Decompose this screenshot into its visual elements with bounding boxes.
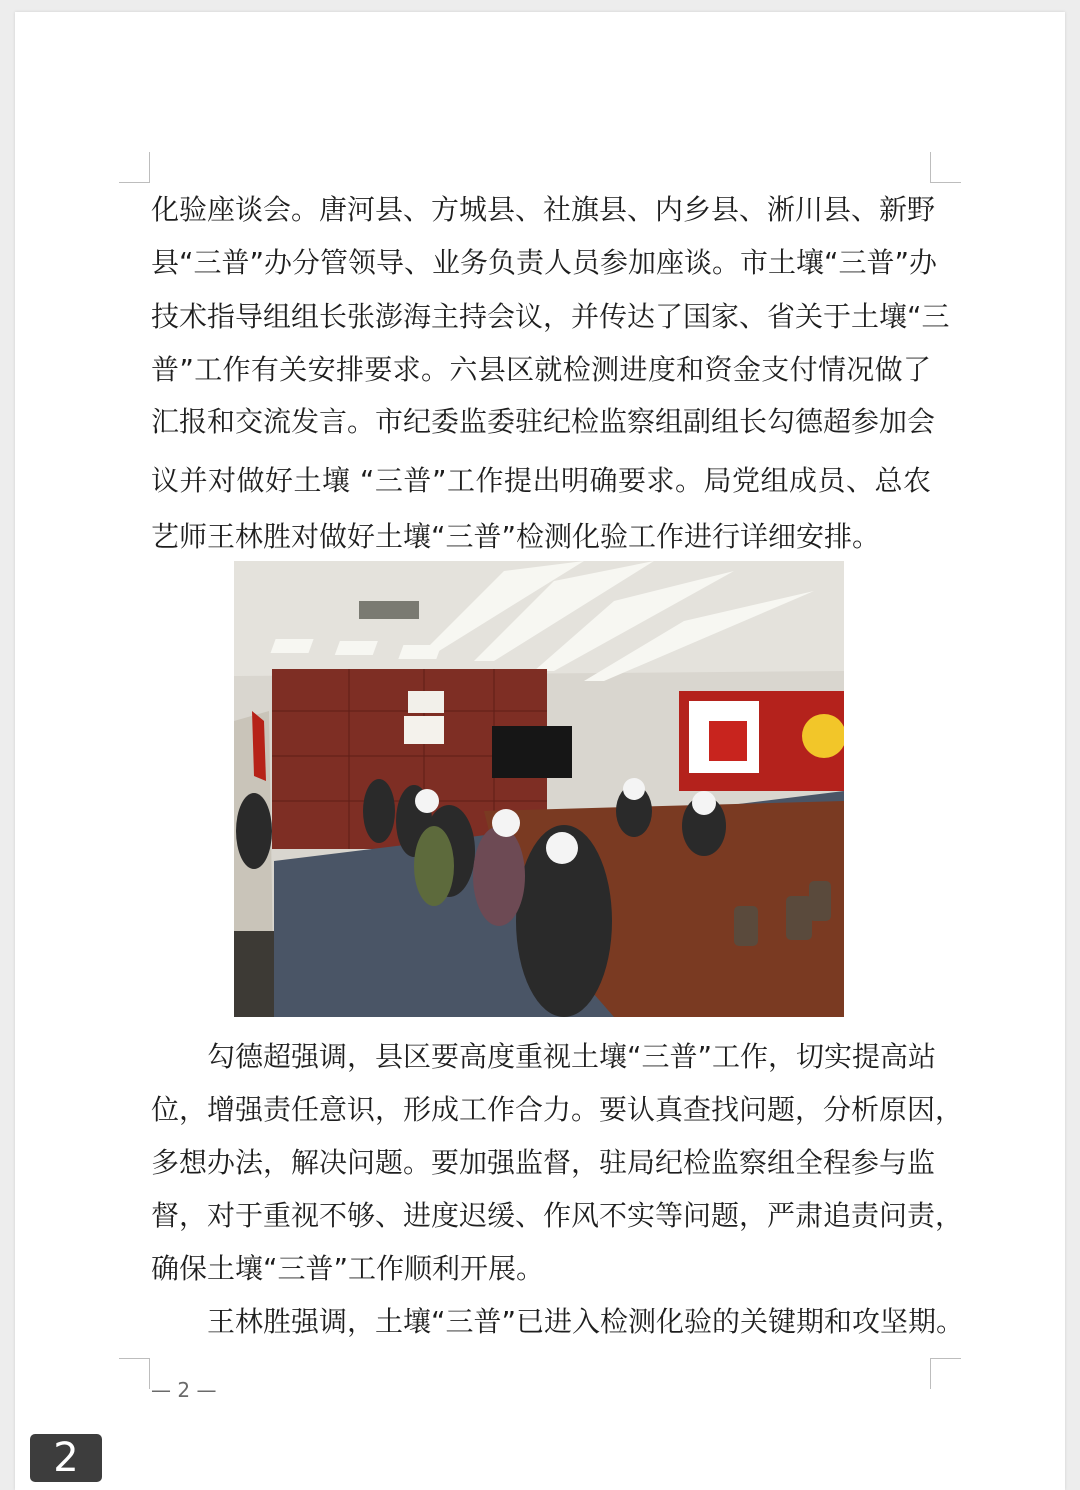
paragraph-line: 多想办法，解决问题。要加强监督，驻局纪检监察组全程参与监 [151,1146,936,1179]
paragraph-line: 位，增强责任意识，形成工作合力。要认真查找问题，分析原因， [151,1093,964,1126]
page-number: — 2 — [151,1378,217,1402]
paragraph-line: 技术指导组组长张澎海主持会议，并传达了国家、省关于土壤“三 [151,300,950,333]
page-indicator-badge[interactable]: 2 [30,1434,102,1482]
paragraph-line: 汇报和交流发言。市纪委监委驻纪检监察组副组长勾德超参加会 [151,405,936,438]
paragraph-line: 艺师王林胜对做好土壤“三普”检测化验工作进行详细安排。 [151,520,881,553]
crop-mark-top-right [930,152,961,183]
crop-mark-bottom-right [930,1358,961,1389]
paragraph-line: 王林胜强调，土壤“三普”已进入检测化验的关键期和攻坚期。 [207,1305,965,1338]
paragraph-line: 县“三普”办分管领导、业务负责人员参加座谈。市土壤“三普”办 [151,246,938,279]
paragraph-line: 确保土壤“三普”工作顺利开展。 [151,1252,545,1285]
paragraph-line: 议并对做好土壤 “三普”工作提出明确要求。局党组成员、总农 [151,464,931,497]
paragraph-line: 督，对于重视不够、进度迟缓、作风不实等问题，严肃追责问责， [151,1199,964,1232]
crop-mark-bottom-left [119,1358,150,1389]
paragraph-line: 化验座谈会。唐河县、方城县、社旗县、内乡县、淅川县、新野 [151,193,936,226]
paragraph-line: 勾德超强调，县区要高度重视土壤“三普”工作，切实提高站 [207,1040,937,1073]
document-page [15,12,1065,1490]
paragraph-line: 普”工作有关安排要求。六县区就检测进度和资金支付情况做了 [151,353,931,386]
meeting-photo [234,561,844,1017]
crop-mark-top-left [119,152,150,183]
